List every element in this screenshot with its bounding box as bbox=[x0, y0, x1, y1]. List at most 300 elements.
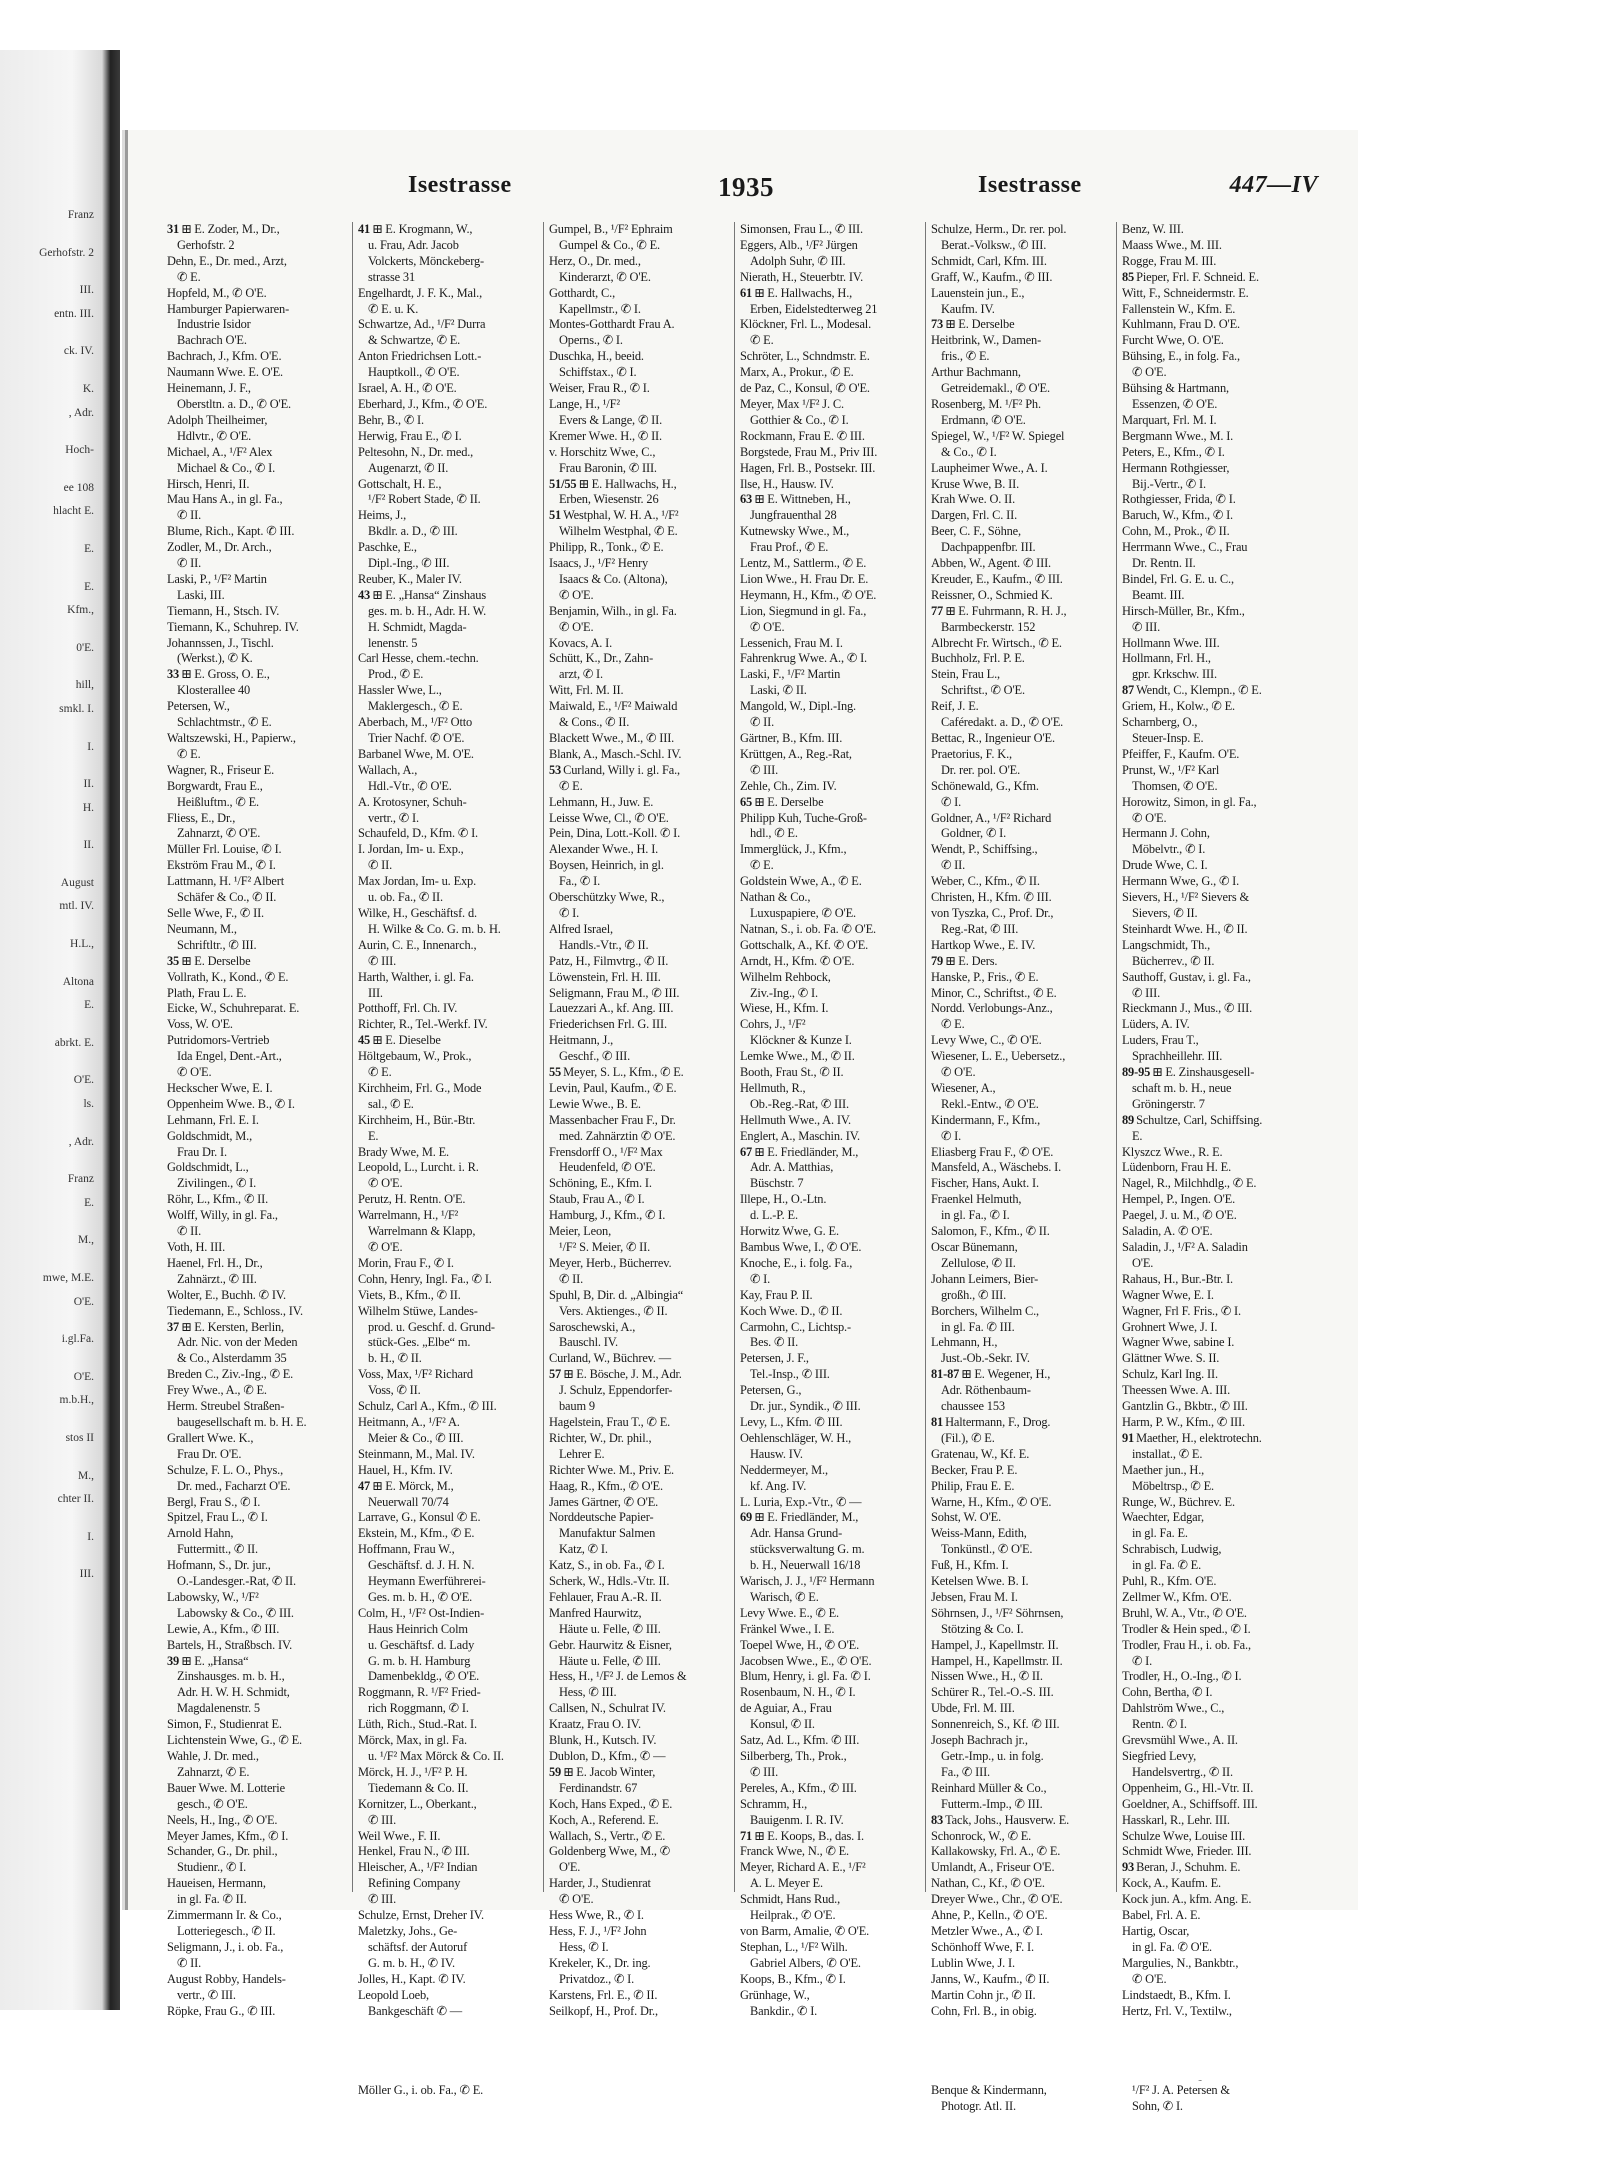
directory-entry-line: Höltgebaum, W., Prok., bbox=[358, 1049, 472, 1064]
directory-entry-line: Meyer, Herb., Bücherrev. bbox=[549, 1255, 672, 1270]
directory-entry-line: Hoffmann, Frau W., bbox=[358, 1542, 455, 1557]
directory-entry-line: 81-87 ⊞ E. Wegener, H., bbox=[931, 1367, 1051, 1382]
directory-entry-line: Trier Nachf. ✆ O'E. bbox=[368, 731, 465, 745]
directory-entry-line: ✆ E. bbox=[750, 858, 774, 873]
directory-entry-line: ✆ II. bbox=[177, 556, 202, 571]
directory-entry-line: 71 ⊞ E. Koops, B., das. I. bbox=[740, 1828, 864, 1843]
directory-entry-line: Pereles, A., Kfm., ✆ III. bbox=[740, 1780, 857, 1795]
directory-entry-line: Herrmann Wwe., C., Frau bbox=[1122, 540, 1248, 555]
directory-entry-line: Lessenich, Frau M. I. bbox=[740, 635, 843, 650]
directory-entry-line: Schmidt Wwe, Frieder. III. bbox=[1122, 1844, 1252, 1859]
directory-entry-line: Heymann Ewerführerei- bbox=[368, 1574, 486, 1589]
directory-entry-line: Magdalenenstr. 5 bbox=[177, 1701, 260, 1716]
directory-entry-line: Hess Wwe, R., ✆ I. bbox=[549, 1908, 644, 1923]
directory-entry-line: Henkel, Frau N., ✆ III. bbox=[358, 1844, 470, 1859]
directory-entry-line: Konsul, ✆ II. bbox=[750, 1717, 815, 1732]
directory-entry-line: Schöning, E., Kfm. I. bbox=[549, 1176, 652, 1191]
directory-entry-line: u. ob. Fa., ✆ II. bbox=[368, 890, 443, 905]
directory-entry-line: Evers & Lange, ✆ II. bbox=[559, 412, 663, 427]
directory-entry-line: vertr., ✆ I. bbox=[368, 810, 419, 825]
directory-entry-line: Voss, ✆ II. bbox=[368, 1383, 421, 1398]
directory-entry-line: Weil Wwe., F. II. bbox=[358, 1828, 441, 1843]
directory-entry-line: Baruch, W., Kfm., ✆ I. bbox=[1122, 508, 1234, 523]
directory-entry-line: A. L. Meyer E. bbox=[750, 1876, 823, 1891]
directory-entry-line: ✆ E. bbox=[941, 1017, 965, 1032]
directory-entry-line: I. Jordan, Im- u. Exp., bbox=[358, 842, 464, 857]
directory-entry-line: Reuber, K., Maler IV. bbox=[358, 571, 462, 586]
directory-entry-line: 61 ⊞ E. Hallwachs, H., bbox=[740, 285, 853, 300]
directory-entry-line: ✆ III. bbox=[1132, 985, 1161, 1000]
directory-entry-line: Möller G., i. ob. Fa., ✆ E. bbox=[358, 2083, 484, 2098]
directory-entry-line: Peltesohn, N., Dr. med., bbox=[358, 444, 474, 459]
fragment-line: i.gl.Fa. bbox=[61, 1333, 94, 1346]
fragment-line: , Adr. bbox=[68, 1135, 94, 1148]
directory-year: 1935 bbox=[718, 172, 774, 202]
fragment-line: m.b.H., bbox=[59, 1394, 94, 1407]
directory-entry-line: Jolles, H., Kapt. ✆ IV. bbox=[358, 1971, 466, 1986]
directory-entry-line: Patz, H., Filmvtrg., ✆ II. bbox=[549, 953, 669, 968]
directory-entry-line: 91 Maether, H., elektrotechn. bbox=[1122, 1430, 1262, 1445]
directory-entry-line: Wallach, A., bbox=[358, 762, 418, 777]
directory-entry-line: u. ¹/F² Max Mörck & Co. II. bbox=[368, 1749, 504, 1763]
directory-entry-line: Bühsing & Hartmann, bbox=[1122, 381, 1229, 396]
directory-entry-line: Goeldner, A., Schiffsoff. III. bbox=[1122, 1796, 1258, 1811]
directory-entry-line: Bruhl, W. A., Vtr., ✆ O'E. bbox=[1122, 1605, 1247, 1620]
directory-entry-line: ✆ III. bbox=[750, 1764, 779, 1779]
directory-entry-line: Fehlauer, Frau A.-R. II. bbox=[549, 1589, 662, 1604]
directory-entry-line: Oscar Bünemann, bbox=[931, 1240, 1018, 1254]
fragment-line: chter II. bbox=[57, 1493, 94, 1506]
directory-entry-line: Engelhardt, J. F. K., Mal., bbox=[358, 285, 483, 300]
directory-entry-line: Manufaktur Salmen bbox=[559, 1526, 656, 1541]
directory-entry-line: 47 ⊞ E. Mörck, M., bbox=[358, 1478, 454, 1493]
directory-entry-line: 41 ⊞ E. Krogmann, W., bbox=[358, 222, 473, 236]
directory-entry-line: Gottschalk, A., Kf. ✆ O'E. bbox=[740, 937, 869, 952]
directory-entry-line: Meyer James, Kfm., ✆ I. bbox=[167, 1828, 289, 1843]
directory-entry-line: 35 ⊞ E. Derselbe bbox=[167, 953, 251, 968]
directory-entry-line: Adolph Suhr, ✆ III. bbox=[750, 253, 846, 268]
directory-entry-line: Perutz, H. Rentn. O'E. bbox=[358, 1192, 466, 1207]
directory-entry-line: Erben, Eidelstedterweg 21 bbox=[750, 301, 878, 316]
directory-entry-line: Blume, Rich., Kapt. ✆ III. bbox=[167, 524, 295, 539]
fragment-line: K. bbox=[82, 382, 94, 395]
directory-entry-line: Max Jordan, Im- u. Exp. bbox=[358, 874, 477, 889]
directory-entry-line: Haenel, Frl. H., Dr., bbox=[167, 1255, 263, 1270]
directory-entry-line: Arndt, H., Kfm. ✆ O'E. bbox=[740, 953, 855, 968]
directory-entry-line: Ziv.-Ing., ✆ I. bbox=[750, 985, 818, 1000]
directory-entry-line: Schröter, L., Schndmstr. E. bbox=[740, 349, 870, 364]
directory-entry-line: Schulze, Ernst, Dreher IV. bbox=[358, 1908, 484, 1923]
directory-entry-line: Klöckner, Frl. L., Modesal. bbox=[740, 317, 872, 332]
fragment-line: August bbox=[60, 876, 94, 889]
directory-entry-line: in gl. Fa. ✆ O'E. bbox=[1132, 1939, 1212, 1954]
directory-page bbox=[128, 130, 1358, 2113]
directory-entry-line: Warrelmann, H., ¹/F² bbox=[358, 1208, 459, 1223]
fragment-line: entn. III. bbox=[54, 307, 94, 320]
directory-entry-line: Siegfried Levy, bbox=[1122, 1749, 1197, 1763]
directory-entry-line: Koch, Hans Exped., ✆ E. bbox=[549, 1796, 673, 1811]
directory-entry-line: Goldschmidt, M., bbox=[167, 1128, 253, 1143]
directory-entry-line: Lotteriegesch., ✆ II. bbox=[177, 1923, 276, 1938]
directory-entry-line: Schriftltr., ✆ III. bbox=[177, 937, 257, 952]
directory-entry-line: Isaacs & Co. (Altona), bbox=[559, 571, 668, 586]
directory-entry-line: Blunk, H., Kutsch. IV. bbox=[549, 1733, 657, 1748]
directory-entry-line: Hausw. IV. bbox=[750, 1446, 803, 1461]
directory-entry-line: de Paz, C., Konsul, ✆ O'E. bbox=[740, 381, 870, 396]
directory-entry-line: A. Krotosyner, Schuh- bbox=[358, 794, 467, 809]
fragment-line: ck. IV. bbox=[63, 345, 94, 358]
fragment-line: III. bbox=[79, 1568, 94, 1581]
directory-entry-line: Natnan, S., i. ob. Fa. ✆ O'E. bbox=[740, 921, 876, 936]
directory-entry-line: Leisse Wwe, Cl., ✆ O'E. bbox=[549, 810, 669, 825]
directory-entry-line: baum 9 bbox=[559, 1399, 595, 1414]
directory-entry-line: Schönewald, G., Kfm. bbox=[931, 778, 1039, 793]
directory-entry-line: u. Frau, Adr. Jacob bbox=[368, 237, 459, 252]
directory-entry-line: Maklergesch., ✆ E. bbox=[368, 699, 463, 714]
directory-entry-line: Plath, Frau L. E. bbox=[167, 985, 247, 1000]
directory-entry-line: Voth, H. III. bbox=[167, 1240, 226, 1254]
directory-entry-line: von Tyszka, C., Prof. Dr., bbox=[931, 905, 1054, 920]
directory-entry-line: gpr. Krkschw. III. bbox=[1132, 667, 1217, 682]
directory-entry-line: Reg.-Rat, ✆ III. bbox=[941, 921, 1019, 936]
directory-entry-line: Gantzlin G., Bkbtr., ✆ III. bbox=[1122, 1399, 1248, 1414]
directory-entry-line: 73 ⊞ E. Derselbe bbox=[931, 317, 1015, 332]
directory-entry-line: in gl. Fa. ✆ E. bbox=[1132, 1558, 1202, 1573]
directory-entry-line: Lüdenborn, Frau H. E. bbox=[1122, 1160, 1232, 1175]
directory-entry-line: Saladin, A. ✆ O'E. bbox=[1122, 1224, 1213, 1239]
directory-entry-line: ✆ O'E. bbox=[559, 619, 594, 634]
directory-entry-line: Fahrenkrug Wwe. A., ✆ I. bbox=[740, 651, 867, 666]
directory-entry-line: Katz, S., in ob. Fa., ✆ I. bbox=[549, 1558, 665, 1573]
directory-entry-line: Hartig, Oscar, bbox=[1122, 1923, 1190, 1938]
street-name-left: Isestrasse bbox=[408, 172, 512, 198]
directory-entry-line: Lehrer E. bbox=[559, 1446, 605, 1461]
directory-entry-line: Mansfeld, A., Wäschebs. I. bbox=[931, 1160, 1062, 1175]
directory-entry-line: Kutnewsky Wwe., M., bbox=[740, 524, 850, 539]
directory-entry-line: Aberbach, M., ¹/F² Otto bbox=[358, 715, 473, 730]
directory-entry-line: G. m. b. H., ✆ IV. bbox=[368, 1955, 455, 1970]
directory-entry-line: Puhl, R., Kfm. O'E. bbox=[1122, 1574, 1217, 1589]
directory-entry-line: Michael, A., ¹/F² Alex bbox=[167, 444, 273, 459]
directory-entry-line: Bergl, Frau S., ✆ I. bbox=[167, 1494, 261, 1509]
column-5 bbox=[926, 222, 1117, 2113]
directory-entry-line: ✆ II. bbox=[750, 715, 775, 730]
directory-entry-line: III. bbox=[368, 985, 383, 1000]
directory-entry-line: Frensdorff O., ¹/F² Max bbox=[549, 1144, 663, 1159]
directory-entry-line: Hofmann, S., Dr. jur., bbox=[167, 1558, 271, 1573]
directory-entry-line: Meyer, Richard A. E., ¹/F² bbox=[740, 1860, 866, 1875]
directory-entry-line: Goldenberg Wwe, M., ✆ bbox=[549, 1844, 671, 1859]
directory-entry-line: Hempel, P., Ingen. O'E. bbox=[1122, 1192, 1236, 1207]
directory-entry-line: Leopold Loeb, bbox=[358, 1987, 429, 2002]
directory-entry-line: Gabriel Albers, ✆ O'E. bbox=[750, 1955, 861, 1970]
fragment-line: Franz bbox=[67, 1173, 94, 1186]
directory-entry-line: Martin Cohn jr., ✆ II. bbox=[931, 1987, 1036, 2002]
directory-entry-line: in gl. Fa. ✆ III. bbox=[941, 1319, 1015, 1334]
directory-entry-line: Laski, ✆ II. bbox=[750, 683, 807, 698]
directory-entry-line: Warisch, ✆ E. bbox=[750, 1589, 819, 1604]
directory-entry-line: Beamt. III. bbox=[1132, 587, 1185, 602]
directory-entry-line: Wendt, P., Schiffsing., bbox=[931, 842, 1038, 857]
directory-entry-line: rich Roggmann, ✆ I. bbox=[368, 1701, 469, 1716]
directory-entry-line: Kallakowsky, Frl. A., ✆ E. bbox=[931, 1844, 1061, 1859]
directory-entry-line: Heymann, H., Kfm., ✆ O'E. bbox=[740, 587, 877, 602]
directory-entry-line: G. m. b. H. Hamburg bbox=[368, 1653, 471, 1668]
directory-entry-line: Fraenkel Helmuth, bbox=[931, 1192, 1022, 1207]
directory-entry-line: Labowsky & Co., ✆ III. bbox=[177, 1605, 294, 1620]
directory-entry-line: Grevsmühl Wwe., A. II. bbox=[1122, 1733, 1238, 1748]
directory-entry-line: u. Geschäftsf. d. Lady bbox=[368, 1637, 475, 1652]
directory-entry-line: Abben, W., Agent. ✆ III. bbox=[931, 556, 1052, 571]
directory-entry-line: Hollmann Wwe. III. bbox=[1122, 635, 1220, 650]
directory-entry-line: ✆ II. bbox=[177, 1224, 202, 1239]
directory-entry-line: Fa., ✆ III. bbox=[941, 1764, 990, 1779]
directory-entry-line: 33 ⊞ E. Gross, O. E., bbox=[167, 667, 270, 682]
directory-entry-line: Koch Wwe. D., ✆ II. bbox=[740, 1303, 843, 1318]
directory-entry-line: 65 ⊞ E. Derselbe bbox=[740, 794, 824, 809]
directory-entry-line: Dahlström Wwe., C., bbox=[1122, 1701, 1225, 1716]
directory-entry-line: Alexander Wwe., H. I. bbox=[549, 842, 659, 857]
directory-entry-line: Maass Wwe., M. III. bbox=[1122, 237, 1222, 252]
fragment-line: stos II bbox=[65, 1431, 94, 1444]
directory-entry-line: Praetorius, F. K., bbox=[931, 746, 1012, 761]
directory-entry-line: Roggmann, R. ¹/F² Fried- bbox=[358, 1685, 481, 1700]
directory-entry-line: Rentn. ✆ I. bbox=[1132, 1717, 1187, 1732]
directory-entry-line: Griem, H., Kolw., ✆ E. bbox=[1122, 699, 1235, 714]
directory-entry-line: Saroschewski, A., bbox=[549, 1319, 636, 1334]
directory-entry-line: Ahne, P., Kelln., ✆ O'E. bbox=[931, 1908, 1048, 1923]
directory-entry-line: Heißluftm., ✆ E. bbox=[177, 794, 259, 809]
directory-entry-line: Schönhoff Wwe, F. I. bbox=[931, 1939, 1034, 1954]
directory-entry-line: Klöckner & Kunze I. bbox=[750, 1033, 852, 1048]
directory-entry-line: Sprachheillehr. III. bbox=[1132, 1049, 1223, 1064]
directory-entry-line: ✆ III. bbox=[750, 762, 779, 777]
directory-entry-line: Lichtenstein Wwe, G., ✆ E. bbox=[167, 1733, 302, 1748]
directory-entry-line: ✆ E. bbox=[177, 269, 201, 284]
directory-entry-line: Christen, H., Kfm. ✆ III. bbox=[931, 890, 1052, 905]
fragment-line: I. bbox=[87, 1530, 94, 1543]
fragment-line: ls. bbox=[83, 1098, 94, 1111]
directory-entry-line: Luders, Frau T., bbox=[1122, 1033, 1199, 1048]
directory-entry-line: August Robby, Handels- bbox=[167, 1971, 286, 1986]
directory-entry-line: Müller Frl. Louise, ✆ I. bbox=[167, 842, 282, 857]
directory-entry-line: ✆ II. bbox=[559, 1271, 584, 1286]
directory-entry-line: Ekström Frau M., ✆ I. bbox=[167, 858, 276, 873]
directory-entry-line: Spiegel, W., ¹/F² W. Spiegel bbox=[931, 428, 1065, 443]
directory-entry-line: Ob.-Reg.-Rat, ✆ III. bbox=[750, 1096, 849, 1111]
directory-entry-line: Röpke, Frau G., ✆ III. bbox=[167, 2003, 276, 2018]
directory-entry-line: Fischer, Hans, Aukt. I. bbox=[931, 1176, 1039, 1191]
directory-entry-line: Waechter, Edgar, bbox=[1122, 1510, 1204, 1525]
directory-entry-line: Buchholz, Frl. P. E. bbox=[931, 651, 1025, 666]
directory-entry-line: Margulies, N., Bankbtr., bbox=[1122, 1955, 1239, 1970]
directory-entry-line: Simon, F., Studienrat E. bbox=[167, 1717, 282, 1732]
directory-entry-line: Kreuder, E., Kaufm., ✆ III. bbox=[931, 571, 1063, 586]
directory-entry-line: Tiemann, H., Stsch. IV. bbox=[167, 603, 280, 618]
directory-entry-line: Wolff, Willy, in gl. Fa., bbox=[167, 1208, 278, 1223]
directory-entry-line: Adolph Theilheimer, bbox=[167, 412, 268, 427]
directory-entry-line: stücksverwaltung G. m. bbox=[750, 1542, 865, 1557]
directory-entry-line: Horowitz, Simon, in gl. Fa., bbox=[1122, 794, 1257, 809]
directory-entry-line: Labowsky, W., ¹/F² bbox=[167, 1589, 259, 1604]
fragment-line: II. bbox=[83, 839, 94, 852]
directory-entry-line: Dr. rer. pol. O'E. bbox=[941, 762, 1021, 777]
directory-entry-line: Gerhofstr. 2 bbox=[177, 237, 235, 252]
directory-entry-line: Goldschmidt, L., bbox=[167, 1160, 249, 1175]
directory-entry-line: b. H., Neuerwall 16/18 bbox=[750, 1558, 861, 1573]
directory-entry-line: Prod., ✆ E. bbox=[368, 667, 424, 682]
directory-entry-line: Potthoff, Frl. Ch. IV. bbox=[358, 1001, 458, 1016]
directory-entry-line: Industrie Isidor bbox=[177, 317, 251, 332]
directory-entry-line: Nathan & Co., bbox=[740, 890, 811, 905]
directory-entry-line: Erben, Wiesenstr. 26 bbox=[559, 492, 659, 507]
directory-entry-line: Hirsch, Henri, II. bbox=[167, 476, 250, 491]
directory-entry-line: Adr. Nic. von der Meden bbox=[177, 1335, 298, 1350]
directory-entry-line: Lion Wwe., H. Frau Dr. E. bbox=[740, 571, 869, 586]
directory-entry-line: Fliess, E., Dr., bbox=[167, 810, 236, 825]
directory-entry-line: 43 ⊞ E. „Hansa“ Zinshaus bbox=[358, 587, 486, 602]
directory-entry-line: Caféredakt. a. D., ✆ O'E. bbox=[941, 715, 1064, 730]
directory-entry-line: Petersen, J. F., bbox=[740, 1351, 809, 1366]
directory-entry-line: Umlandt, A., Friseur O'E. bbox=[931, 1860, 1055, 1875]
directory-entry-line: Lüth, Rich., Stud.-Rat. I. bbox=[358, 1717, 477, 1732]
directory-entry-line: Benjamin, Wilh., in gl. Fa. bbox=[549, 603, 677, 618]
directory-entry-line: Kraatz, Frau O. IV. bbox=[549, 1717, 641, 1732]
directory-entry-line: Wagner Wwe, E. I. bbox=[1122, 1287, 1214, 1302]
directory-entry-line: Karstens, Frl. E., ✆ II. bbox=[549, 1987, 658, 2002]
directory-entry-line: Borgstede, Frau M., Priv III. bbox=[740, 444, 878, 459]
directory-entry-line: 45 ⊞ E. Dieselbe bbox=[358, 1033, 441, 1048]
directory-entry-line: Bkdlr. a. D., ✆ III. bbox=[368, 524, 458, 539]
directory-entry-line: Schramm, H., bbox=[740, 1796, 808, 1811]
column-1 bbox=[162, 222, 353, 2018]
fragment-line: O'E. bbox=[73, 1370, 94, 1383]
directory-entry-line: Augenarzt, ✆ II. bbox=[368, 460, 449, 475]
directory-entry-line: Schmidt, Carl, Kfm. III. bbox=[931, 253, 1047, 268]
directory-entry-line: Marx, A., Prokur., ✆ E. bbox=[740, 365, 854, 380]
directory-entry-line: Steinmann, M., Mal. IV. bbox=[358, 1446, 475, 1461]
directory-entry-line: Marquart, Frl. M. I. bbox=[1122, 412, 1217, 427]
directory-entry-line: Frau Dr. I. bbox=[177, 1144, 227, 1159]
directory-entry-line: Maletzky, Johs., Ge- bbox=[358, 1923, 458, 1938]
directory-entry-line: & Cons., ✆ II. bbox=[559, 715, 630, 730]
directory-entry-line: Lindstaedt, B., Kfm. I. bbox=[1122, 1987, 1231, 2002]
directory-entry-line: Weiss-Mann, Edith, bbox=[931, 1526, 1027, 1541]
directory-entry-line: Bauer Wwe. M. Lotterie bbox=[167, 1780, 285, 1795]
directory-entry-line: Frey Wwe., A., ✆ E. bbox=[167, 1383, 267, 1398]
directory-entry-line: Franck Wwe, N., ✆ E. bbox=[740, 1844, 850, 1859]
directory-entry-line: Witt, F., Schneidermstr. E. bbox=[1122, 285, 1249, 300]
directory-entry-line: Schmidt, Hans Rud., bbox=[740, 1892, 841, 1907]
directory-entry-line: Larrave, G., Konsul ✆ E. bbox=[358, 1510, 481, 1525]
directory-entry-line: Hanske, P., Fris., ✆ E. bbox=[931, 969, 1039, 984]
directory-entry-line: Bartels, H., Straßbsch. IV. bbox=[167, 1637, 293, 1652]
fragment-line: ee 108 bbox=[63, 481, 94, 494]
directory-entry-line: Schulze, Herm., Dr. rer. pol. bbox=[931, 222, 1067, 236]
directory-entry-line: 69 ⊞ E. Friedländer, M., bbox=[740, 1510, 859, 1525]
directory-entry-line: Schonrock, W., ✆ E. bbox=[931, 1828, 1032, 1843]
directory-entry-line: von Barm, Amalie, ✆ O'E. bbox=[740, 1923, 870, 1938]
directory-entry-line: Frau Prof., ✆ E. bbox=[750, 540, 829, 555]
fragment-line: 0'E. bbox=[76, 641, 94, 654]
directory-entry-line: Möbelvtr., ✆ I. bbox=[1132, 842, 1206, 857]
directory-entry-line: 89-95 ⊞ E. Zinshausgesell- bbox=[1122, 1065, 1255, 1080]
directory-entry-line: Schrabisch, Ludwig, bbox=[1122, 1542, 1222, 1557]
directory-entry-line: Handelsvertrg., ✆ II. bbox=[1132, 1764, 1233, 1779]
directory-entry-line: de Aguiar, A., Frau bbox=[740, 1701, 832, 1716]
directory-entry-line: E. bbox=[368, 1128, 379, 1143]
directory-entry-line: 31 ⊞ E. Zoder, M., Dr., bbox=[167, 222, 280, 236]
directory-entry-line: ✆ O'E. bbox=[1132, 1971, 1167, 1986]
directory-entry-line: Drude Wwe, C. I. bbox=[1122, 858, 1208, 873]
directory-entry-line: Meier & Co., ✆ III. bbox=[368, 1430, 464, 1445]
directory-entry-line: Dipl.-Ing., ✆ III. bbox=[368, 556, 450, 571]
column-3 bbox=[544, 222, 735, 2018]
directory-entry-line: Prunst, W., ¹/F² Karl bbox=[1122, 762, 1220, 777]
directory-entry-line: James Gärtner, ✆ O'E. bbox=[549, 1494, 659, 1509]
directory-entry-line: Meier, Leon, bbox=[549, 1224, 612, 1239]
directory-entry-line: Hollmann, Frl. H., bbox=[1122, 651, 1211, 666]
directory-entry-line: Bambus Wwe, I., ✆ O'E. bbox=[740, 1240, 862, 1254]
directory-entry-line: & Schwartze, ✆ E. bbox=[368, 333, 461, 348]
directory-entry-line: Bauigenm. I. R. IV. bbox=[750, 1812, 844, 1827]
directory-entry-line: Wagner, Frl F. Fris., ✆ I. bbox=[1122, 1303, 1241, 1318]
directory-entry-line: Heitbrink, W., Damen- bbox=[931, 333, 1042, 348]
directory-entry-line: 89 Schultze, Carl, Schiffsing. bbox=[1122, 1112, 1263, 1127]
directory-entry-line: Wiesener, A., bbox=[931, 1080, 996, 1095]
directory-entry-line: Krüttgen, A., Reg.-Rat, bbox=[740, 746, 852, 761]
directory-entry-line: Schaufeld, D., Kfm. ✆ I. bbox=[358, 826, 478, 841]
fragment-line: III. bbox=[79, 284, 94, 297]
directory-entry-line: Fuß, H., Kfm. I. bbox=[931, 1558, 1009, 1573]
directory-entry-line: Alfred Israel, bbox=[549, 921, 613, 936]
directory-entry-line: ✆ E. bbox=[177, 746, 201, 761]
fragment-line: E. bbox=[84, 999, 94, 1012]
directory-entry-line: 63 ⊞ E. Wittneben, H., bbox=[740, 492, 851, 507]
directory-entry-line: Arnold Hahn, bbox=[167, 1526, 234, 1541]
directory-entry-line: Zellulose, ✆ II. bbox=[941, 1255, 1016, 1270]
directory-entry-line: Dublon, D., Kfm., ✆ — bbox=[549, 1749, 666, 1763]
directory-entry-line: Jungfrauenthal 28 bbox=[750, 508, 837, 523]
directory-entry-line: Meyer, Max ¹/F² J. C. bbox=[740, 396, 844, 411]
directory-entry-line: Schiffstax., ✆ I. bbox=[559, 365, 637, 380]
directory-entry-line: ✆ O'E. bbox=[368, 1176, 403, 1191]
directory-entry-line: Tiedemann & Co. II. bbox=[368, 1780, 469, 1795]
directory-entry-line: Schürer R., Tel.-O.-S. III. bbox=[931, 1685, 1054, 1700]
directory-entry-line: ✆ III. bbox=[368, 1892, 397, 1907]
directory-entry-line: Becker, Frau P. E. bbox=[931, 1462, 1018, 1477]
directory-entry-line: Schulze Wwe, Louise III. bbox=[1122, 1828, 1246, 1843]
directory-entry-line: O.-Landesger.-Rat, ✆ II. bbox=[177, 1574, 296, 1589]
directory-entry-line: Adr. Röthenbaum- bbox=[941, 1383, 1031, 1398]
directory-entry-line: Klosterallee 40 bbox=[177, 683, 251, 698]
directory-entry-line: ✆ O'E. bbox=[1132, 365, 1167, 380]
directory-entry-line: Goldner, A., ¹/F² Richard bbox=[931, 810, 1052, 825]
directory-entry-line: Schwartze, Ad., ¹/F² Durra bbox=[358, 317, 486, 332]
directory-entry-line: Refining Company bbox=[368, 1876, 461, 1891]
directory-entry-line: Petersen, G., bbox=[740, 1383, 802, 1398]
directory-entry-line: installat., ✆ E. bbox=[1132, 1446, 1203, 1461]
directory-entry-line: Callsen, N., Schulrat IV. bbox=[549, 1701, 666, 1716]
directory-entry-line: Ges. m. b. H., ✆ O'E. bbox=[368, 1589, 473, 1604]
directory-entry-line: Gotthardt, C., bbox=[549, 285, 616, 300]
directory-entry-line: Hess, F. J., ¹/F² John bbox=[549, 1923, 647, 1938]
directory-entry-line: Heilprak., ✆ O'E. bbox=[750, 1908, 836, 1923]
directory-entry-line: Mörck, Max, in gl. Fa. bbox=[358, 1733, 467, 1748]
running-head bbox=[128, 172, 1358, 202]
directory-entry-line: strasse 31 bbox=[368, 269, 416, 284]
fragment-line: M., bbox=[78, 1469, 94, 1482]
